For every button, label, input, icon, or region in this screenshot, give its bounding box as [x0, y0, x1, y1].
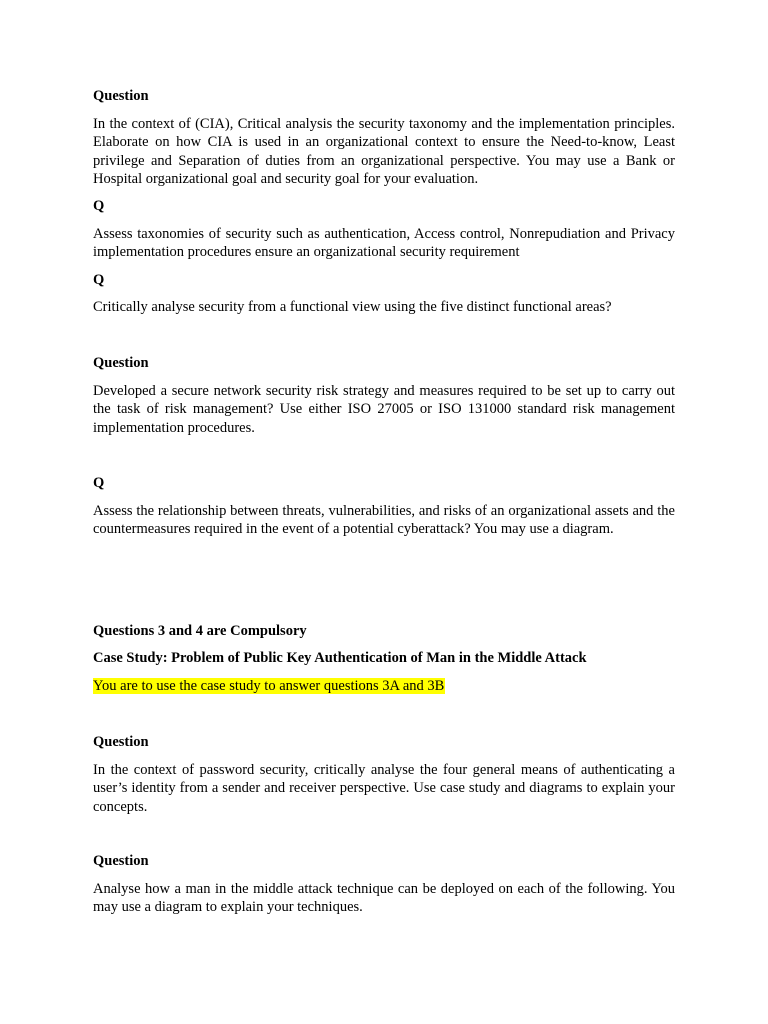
- question-text-3: Critically analyse security from a functional view using the five distinct functional areas?: [93, 299, 612, 315]
- question-text-5: Assess the relationship between threats, vulnerabilities, and risks of an organizational assets and the countermeasures required in the event of a potential cyberattack? You may use a diagram.: [93, 503, 675, 538]
- question-heading-4: Question: [93, 355, 149, 371]
- question-heading-2: Q: [93, 198, 105, 214]
- question-heading-3: Q: [93, 272, 105, 288]
- highlighted-instruction-text: You are to use the case study to answer questions 3A and 3B: [93, 678, 445, 694]
- question-heading-7: Question: [93, 853, 149, 869]
- question-text-4: Developed a secure network security risk strategy and measures required to be set up to carry out the task of risk management? Use either ISO 27005 or ISO 131000 standard risk management implementation procedures.: [93, 383, 675, 436]
- question-text-7: Analyse how a man in the middle attack technique can be deployed on each of the following. You may use a diagram to explain your techniques.: [93, 881, 675, 916]
- question-text-6: In the context of password security, critically analyse the four general means of authenticating a user’s identity from a sender and receiver perspective. Use case study and diagrams to explain your concepts.: [93, 762, 675, 815]
- case-study-title: Case Study: Problem of Public Key Authentication of Man in the Middle Attack: [93, 650, 587, 666]
- compulsory-heading: Questions 3 and 4 are Compulsory: [93, 623, 307, 639]
- question-heading-6: Question: [93, 734, 149, 750]
- question-text-2: Assess taxonomies of security such as authentication, Access control, Nonrepudiation and Privacy implementation procedures ensure an organizational security requirement: [93, 226, 675, 261]
- highlighted-instruction: [93, 677, 445, 695]
- question-heading-5: Q: [93, 475, 105, 491]
- question-heading-1: Question: [93, 88, 149, 104]
- question-text-1: In the context of (CIA), Critical analysis the security taxonomy and the implementation principles. Elaborate on how CIA is used in an organizational context to ensure the Need-to-know, Least privilege and Separation of duties from an organizational perspective. You may use a Bank or Hospital organizational goal and security goal for your evaluation.: [93, 116, 675, 187]
